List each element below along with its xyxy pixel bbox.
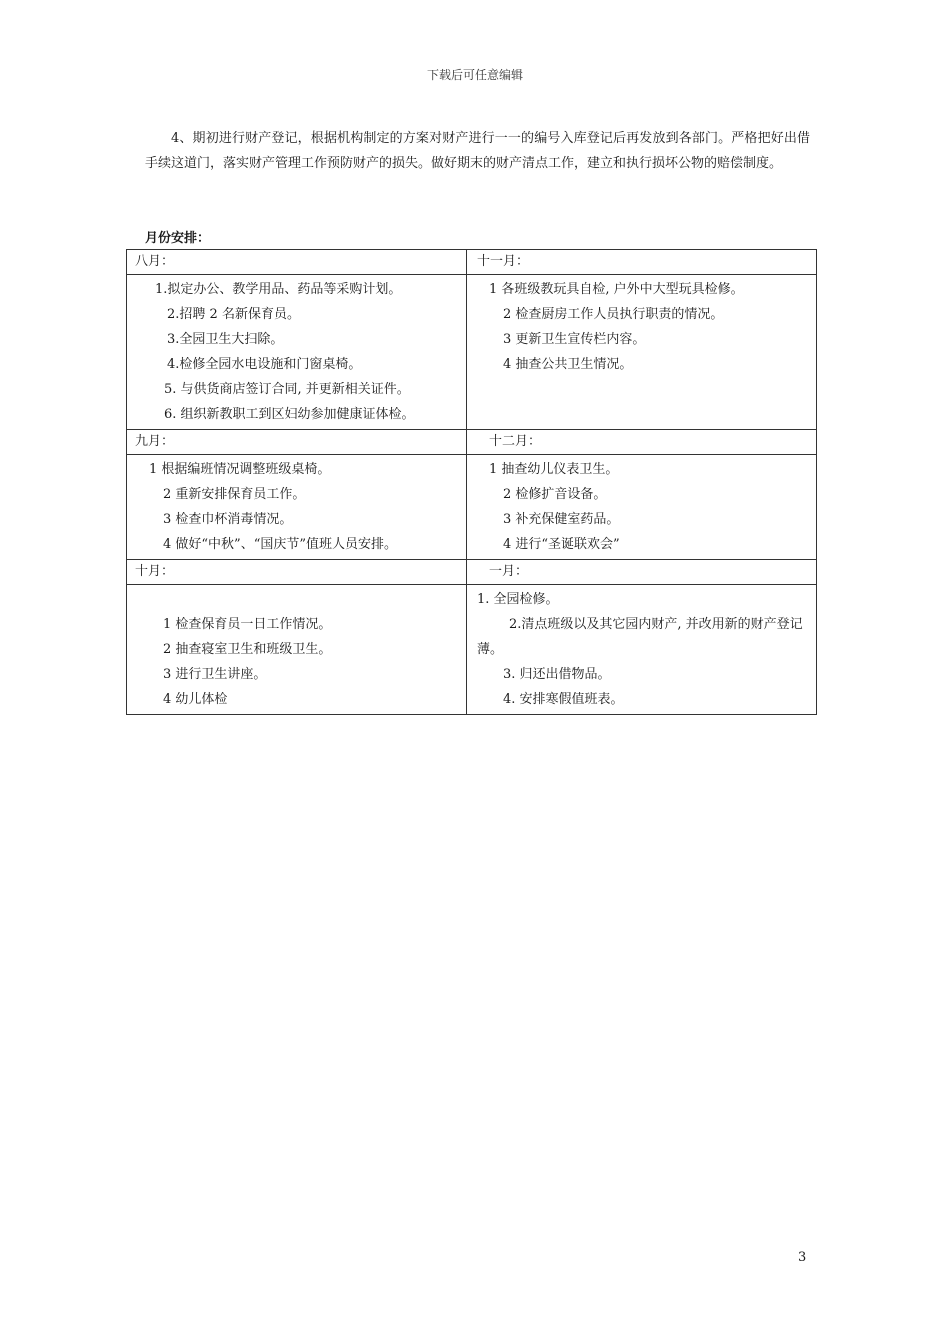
list-item: 3 进行卫生讲座。 — [163, 667, 267, 682]
list-item: 1 根据编班情况调整班级桌椅。 — [149, 462, 331, 477]
list-item: 4 幼儿体检 — [163, 692, 228, 707]
cell-nov-head: 十一月： — [467, 250, 817, 275]
cell-dec-head: 十二月： — [467, 430, 817, 455]
list-item: 1 抽查幼儿仪表卫生。 — [489, 462, 619, 477]
list-item: 2.清点班级以及其它园内财产, 并改用新的财产登记薄。 — [477, 617, 803, 657]
month-schedule-table — [126, 249, 817, 715]
table-row — [127, 585, 817, 715]
list-item: 3 检查巾杯消毒情况。 — [163, 512, 293, 527]
cell-aug-head: 八月： — [127, 250, 467, 275]
list-item: 3.全园卫生大扫除。 — [167, 332, 284, 347]
list-item: 3 补充保健室药品。 — [503, 512, 620, 527]
list-item: 4 抽查公共卫生情况。 — [503, 357, 633, 372]
list-item: 5. 与供货商店签订合同, 并更新相关证件。 — [164, 382, 410, 397]
table-row — [127, 560, 817, 585]
list-item: 3 更新卫生宣传栏内容。 — [503, 332, 646, 347]
list-item: 4 进行“圣诞联欢会” — [503, 537, 620, 552]
cell-aug-items — [127, 275, 467, 430]
list-item: 2 重新安排保育员工作。 — [163, 487, 306, 502]
cell-nov-items — [467, 275, 817, 430]
list-item: 1 各班级教玩具自检, 户外中大型玩具检修。 — [489, 282, 744, 297]
list-item: 2.招聘 2 名新保育员。 — [167, 307, 300, 322]
list-item: 1 检查保育员一日工作情况。 — [163, 617, 332, 632]
list-item: 2 检修扩音设备。 — [503, 487, 607, 502]
list-item: 3. 归还出借物品。 — [503, 667, 611, 682]
header-note: 下载后可任意编辑 — [426, 68, 523, 82]
table-row — [127, 275, 817, 430]
table-row — [127, 250, 817, 275]
cell-dec-items — [467, 455, 817, 560]
list-item: 2 抽查寝室卫生和班级卫生。 — [163, 642, 332, 657]
page-number: 3 — [798, 1250, 807, 1265]
list-item: 6. 组织新教职工到区妇幼参加健康证体检。 — [164, 407, 415, 422]
cell-oct-head: 十月： — [127, 560, 467, 585]
section-title: 月份安排： — [145, 231, 211, 246]
list-item: 4.检修全园水电设施和门窗桌椅。 — [167, 357, 362, 372]
list-item: 4 做好“中秋”、“国庆节”值班人员安排。 — [163, 537, 397, 552]
list-item: 4. 安排寒假值班表。 — [503, 692, 624, 707]
cell-sep-head: 九月： — [127, 430, 467, 455]
cell-jan-items — [467, 585, 817, 715]
list-item: 2 检查厨房工作人员执行职责的情况。 — [503, 307, 724, 322]
cell-jan-head: 一月： — [467, 560, 817, 585]
table-row — [127, 430, 817, 455]
table-row — [127, 455, 817, 560]
list-item: 1. 全园检修。 — [477, 592, 559, 607]
body-paragraph: 4、期初进行财产登记，根据机构制定的方案对财产进行一一的编号入库登记后再发放到各部门。严格把好出借手续这道门，落实财产管理工作预防财产的损失。做好期末的财产清点工作，建立和执行损坏公物的赔偿制度。 — [145, 131, 810, 171]
cell-oct-items — [127, 585, 467, 715]
list-item: 1.拟定办公、教学用品、药品等采购计划。 — [155, 282, 402, 297]
cell-sep-items — [127, 455, 467, 560]
